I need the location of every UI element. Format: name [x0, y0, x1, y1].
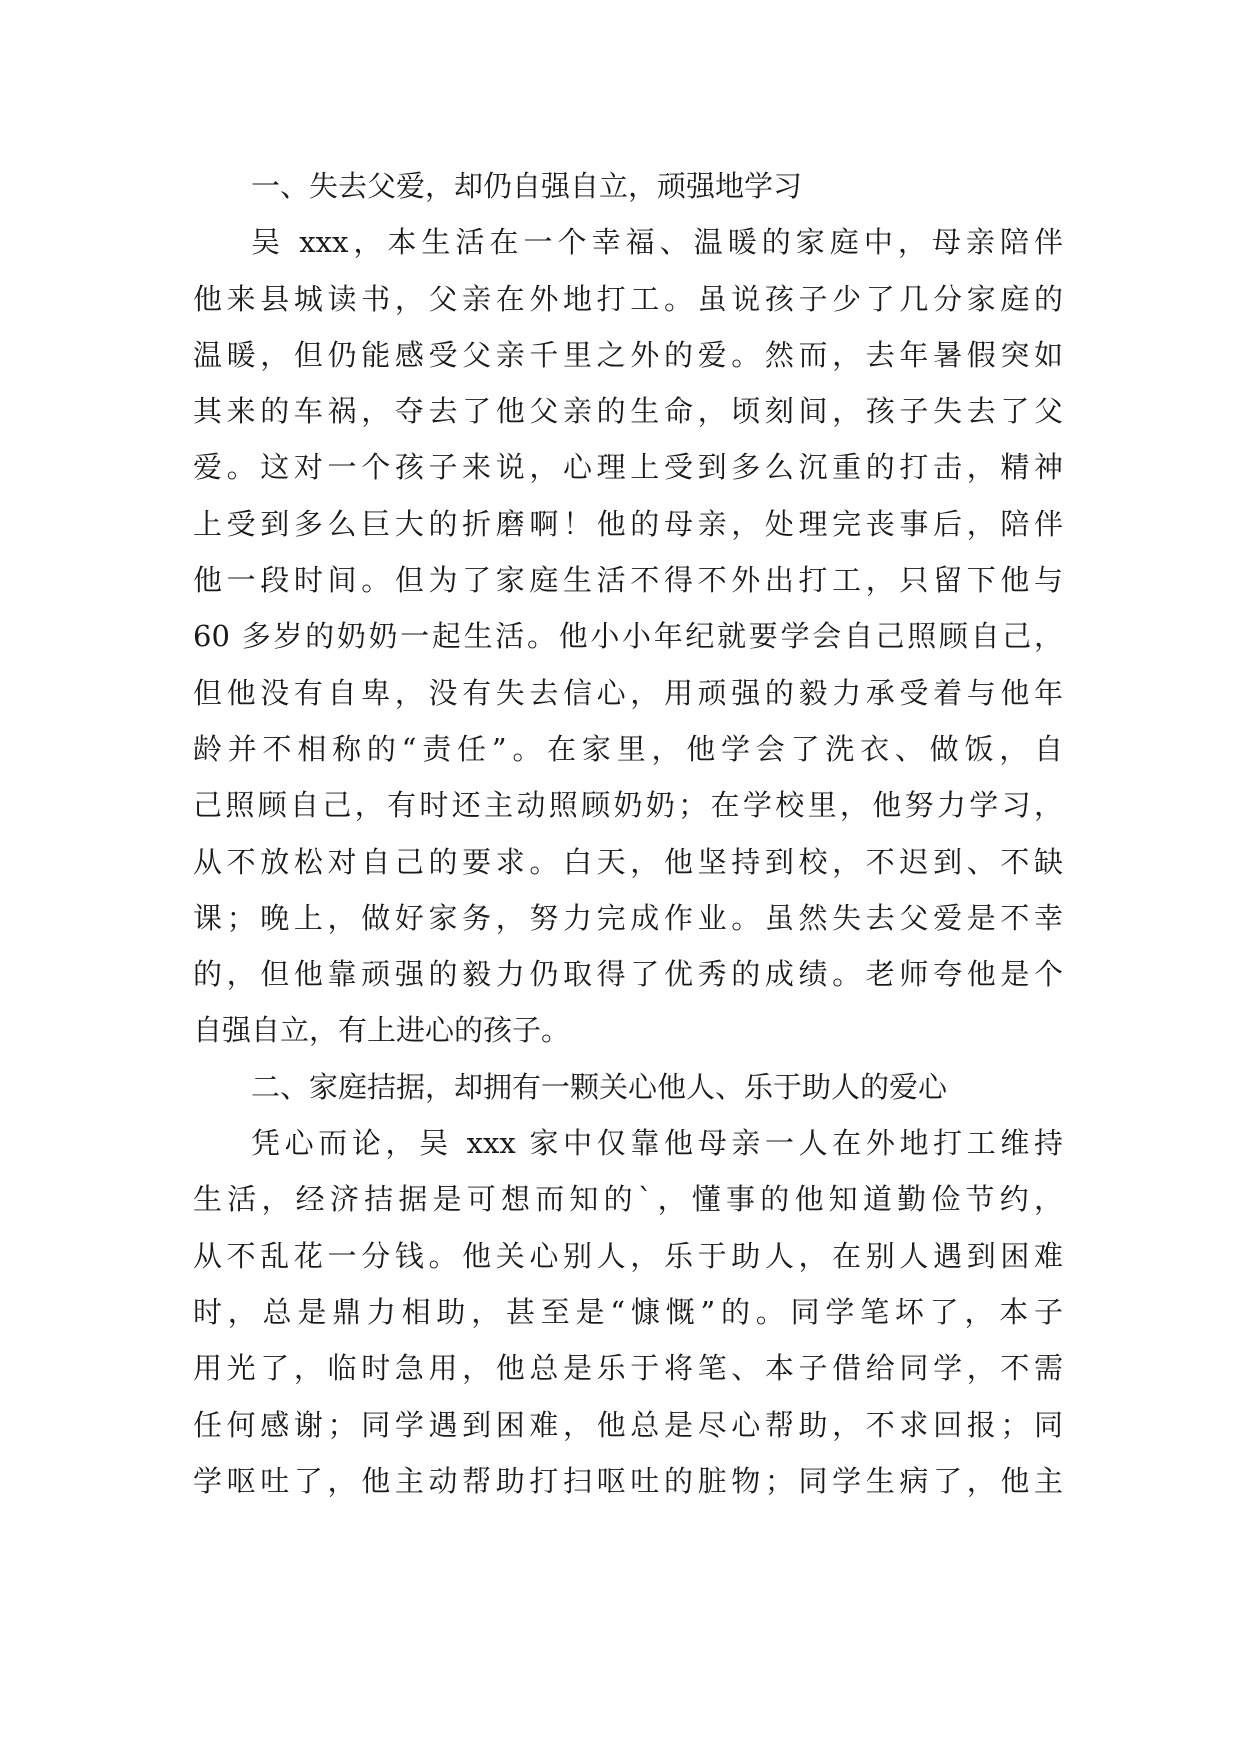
paragraph-line: 但他没有自卑，没有失去信心，用顽强的毅力承受着与他年 — [193, 675, 1063, 710]
paragraph-line: 上受到多么巨大的折磨啊！他的母亲，处理完丧事后，陪伴 — [193, 506, 1063, 541]
paragraph-line: 吴 xxx，本生活在一个幸福、温暖的家庭中，母亲陪伴 — [251, 225, 1063, 260]
paragraph-line: 学呕吐了，他主动帮助打扫呕吐的脏物；同学生病了，他主 — [193, 1463, 1063, 1498]
paragraph-line: 任何感谢；同学遇到困难，他总是尽心帮助，不求回报；同 — [193, 1407, 1063, 1442]
paragraph-line: 的，但他靠顽强的毅力仍取得了优秀的成绩。老师夸他是个 — [193, 957, 1063, 992]
paragraph-line: 他来县城读书，父亲在外地打工。虽说孩子少了几分家庭的 — [193, 281, 1063, 316]
paragraph-line: 他一段时间。但为了家庭生活不得不外出打工，只留下他与 — [193, 563, 1063, 598]
paragraph-line: 时，总是鼎力相助，甚至是“慷慨”的。同学笔坏了，本子 — [193, 1294, 1063, 1329]
paragraph-line: 龄并不相称的“责任”。在家里，他学会了洗衣、做饭，自 — [193, 731, 1063, 766]
paragraph-line: 从不放松对自己的要求。白天，他坚持到校，不迟到、不缺 — [193, 844, 1063, 879]
paragraph-line: 用光了，临时急用，他总是乐于将笔、本子借给同学，不需 — [193, 1351, 1063, 1386]
paragraph-line: 己照顾自己，有时还主动照顾奶奶；在学校里，他努力学习， — [193, 788, 1063, 823]
paragraph-line: 爱。这对一个孩子来说，心理上受到多么沉重的打击，精神 — [193, 450, 1063, 485]
section-heading-1: 一、失去父爱，却仍自强自立，顽强地学习 — [251, 169, 803, 203]
paragraph-line: 从不乱花一分钱。他关心别人，乐于助人，在别人遇到困难 — [193, 1238, 1063, 1273]
paragraph-line: 60 多岁的奶奶一起生活。他小小年纪就要学会自己照顾自己， — [193, 619, 1063, 654]
paragraph-line: 其来的车祸，夺去了他父亲的生命，顷刻间，孩子失去了父 — [193, 394, 1063, 429]
paragraph-line: 自强自立，有上进心的孩子。 — [193, 1013, 571, 1048]
paragraph-line: 课；晚上，做好家务，努力完成作业。虽然失去父爱是不幸 — [193, 900, 1063, 935]
document-body — [193, 158, 1063, 1509]
paragraph-line: 温暖，但仍能感受父亲千里之外的爱。然而，去年暑假突如 — [193, 337, 1063, 372]
paragraph-line: 凭心而论，吴 xxx 家中仅靠他母亲一人在外地打工维持 — [251, 1126, 1063, 1161]
paragraph-line: 生活，经济拮据是可想而知的`，懂事的他知道勤俭节约， — [193, 1182, 1063, 1217]
section-heading-2: 二、家庭拮据，却拥有一颗关心他人、乐于助人的爱心 — [251, 1069, 948, 1104]
